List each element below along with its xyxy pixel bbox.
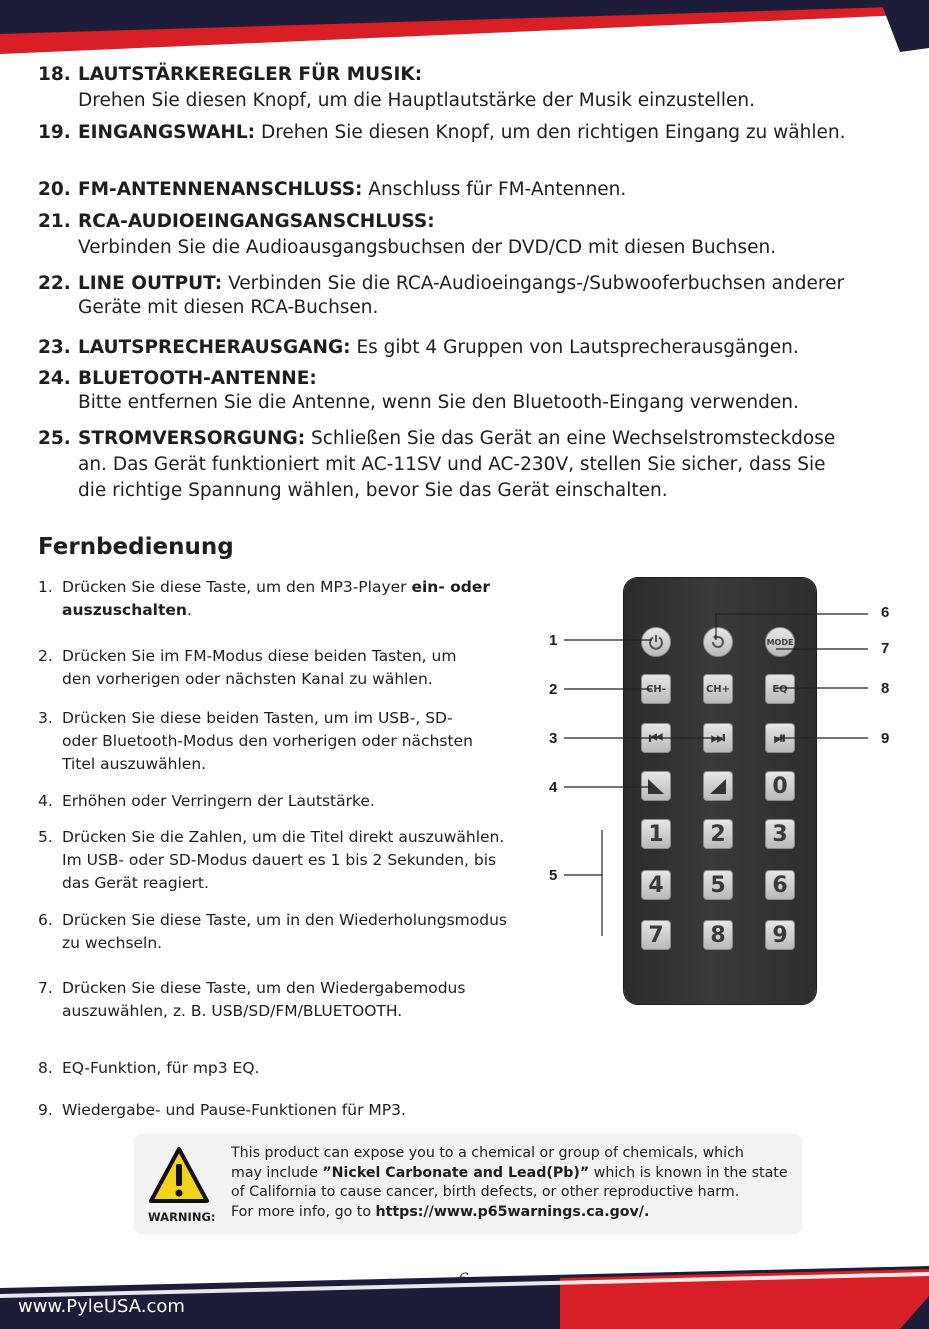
p65-warnings-link[interactable]: https://www.p65warnings.ca.gov/. xyxy=(375,1203,650,1220)
digit-key-9: 9 xyxy=(765,920,795,950)
footer-website-url[interactable]: www.PyleUSA.com xyxy=(18,1296,185,1317)
callout-number-6: 6 xyxy=(881,604,890,621)
prop65-warning-box xyxy=(134,1134,802,1234)
callout-number-9: 9 xyxy=(881,730,890,747)
callout-number-8: 8 xyxy=(881,680,890,697)
callout-number-2: 2 xyxy=(549,681,558,698)
digit-key-7: 7 xyxy=(641,920,671,950)
callout-lines xyxy=(540,600,870,940)
callout-number-5: 5 xyxy=(549,867,558,884)
eq-key: EQ xyxy=(765,674,795,704)
mode-key: MODE xyxy=(765,627,795,657)
digit-key-0: 0 xyxy=(765,771,795,801)
warning-triangle-icon xyxy=(148,1146,210,1204)
callout-number-1: 1 xyxy=(549,632,558,649)
callout-number-3: 3 xyxy=(549,730,558,747)
section-title: Fernbedienung xyxy=(38,534,234,560)
ch-minus-key: CH- xyxy=(641,674,671,704)
ch-plus-key: CH+ xyxy=(703,674,733,704)
prev-key-icon: ⏮ xyxy=(641,723,671,753)
header-band xyxy=(0,0,929,62)
digit-key-6: 6 xyxy=(765,870,795,900)
warning-label: WARNING: xyxy=(148,1210,216,1224)
callout-number-7: 7 xyxy=(881,640,890,657)
digit-key-5: 5 xyxy=(703,870,733,900)
next-key-icon: ⏭ xyxy=(703,723,733,753)
digit-key-4: 4 xyxy=(641,870,671,900)
warning-text: This product can expose you to a chemical or group of chemicals, which may include ”Nickel Carbonate and Lead(Pb)” which is known in the state of California to cause cancer, birth defects, or other reproductive harm. For more info, go to https://www.p65warnings.ca.gov/. xyxy=(231,1145,788,1220)
callout-number-4: 4 xyxy=(549,779,558,796)
play-pause-key-icon: ⏯ xyxy=(765,723,795,753)
digit-key-8: 8 xyxy=(703,920,733,950)
digit-key-1: 1 xyxy=(641,819,671,849)
digit-key-3: 3 xyxy=(765,819,795,849)
digit-key-2: 2 xyxy=(703,819,733,849)
